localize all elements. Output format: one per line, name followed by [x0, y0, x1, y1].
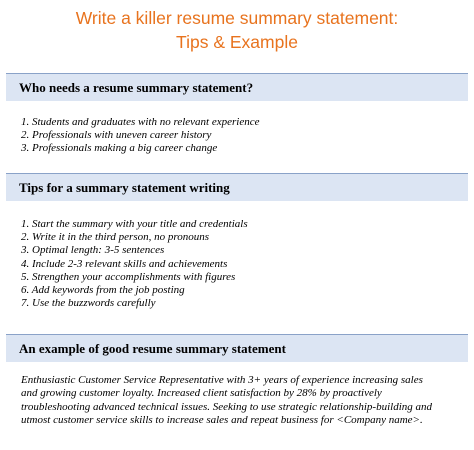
list-item: 2. Write it in the third person, no pronouns [21, 231, 210, 244]
example-line: utmost customer service skills to increase sales and repeat business for <Company name>. [21, 414, 423, 427]
section-header-example: An example of good resume summary statement [6, 334, 468, 362]
list-item: 6. Add keywords from the job posting [21, 284, 185, 297]
list-who-needs [21, 116, 260, 156]
list-item: 3. Professionals making a big career change [21, 142, 218, 155]
list-item: 7. Use the buzzwords carefully [21, 297, 156, 310]
example-line: and growing customer loyalty. Increased client satisfaction by 28% by proactively [21, 387, 382, 400]
section-header-tips: Tips for a summary statement writing [6, 173, 468, 201]
page-title [0, 6, 474, 54]
example-line: troubleshooting advanced technical issues. Seeking to use strategic relationship-building and [21, 400, 433, 413]
list-item: 1. Start the summary with your title and credentials [21, 218, 248, 230]
list-tips [21, 218, 248, 310]
example-line: Enthusiastic Customer Service Representative with 3+ years of experience increasing sales [21, 374, 423, 386]
section-header-who-needs: Who needs a resume summary statement? [6, 73, 468, 101]
list-item: 4. Include 2-3 relevant skills and achievements [21, 257, 228, 270]
example-summary-paragraph [21, 374, 461, 428]
list-item: 5. Strengthen your accomplishments with figures [21, 270, 236, 283]
list-item: 2. Professionals with uneven career history [21, 129, 212, 142]
page-title-line-1: Write a killer resume summary statement: [75, 8, 399, 28]
page-title-line-2: Tips & Example [176, 32, 298, 52]
list-item: 3. Optimal length: 3-5 sentences [21, 244, 165, 257]
list-item: 1. Students and graduates with no relevant experience [21, 116, 260, 128]
